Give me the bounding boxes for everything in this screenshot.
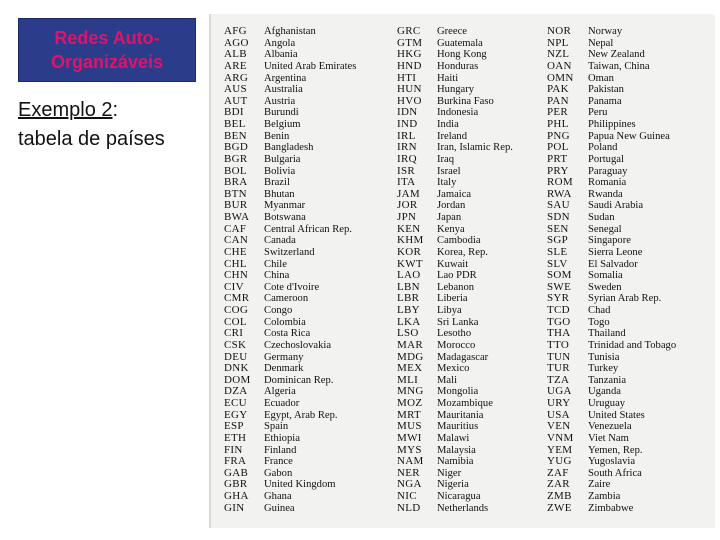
country-code: KWT bbox=[397, 257, 423, 270]
country-name: Congo bbox=[264, 305, 293, 316]
country-code: CHN bbox=[224, 269, 249, 282]
country-code: ECU bbox=[224, 397, 247, 409]
country-name: United Arab Emirates bbox=[264, 60, 357, 72]
country-code: ZMB bbox=[547, 490, 572, 502]
country-code: HTI bbox=[397, 71, 417, 84]
country-name: Sri Lanka bbox=[437, 316, 479, 328]
country-code: NAM bbox=[397, 455, 424, 468]
country-name: Brazil bbox=[264, 177, 290, 189]
country-code: SEN bbox=[547, 222, 569, 235]
country-name: Zaire bbox=[588, 479, 611, 491]
country-name: Tunisia bbox=[588, 351, 620, 363]
country-code: PHL bbox=[547, 118, 569, 130]
country-name: Angola bbox=[264, 37, 296, 49]
country-code: BWA bbox=[224, 211, 250, 223]
country-name: Iraq bbox=[437, 153, 455, 165]
country-code: CRI bbox=[224, 327, 244, 340]
country-code: AFG bbox=[224, 25, 247, 37]
country-name: Egypt, Arab Rep. bbox=[264, 409, 338, 421]
country-name: Norway bbox=[588, 26, 623, 37]
title-line-1: Redes Auto- bbox=[54, 28, 160, 48]
country-name: Venezuela bbox=[588, 421, 632, 433]
country-name: Indonesia bbox=[437, 107, 479, 119]
country-code: COL bbox=[224, 315, 247, 328]
country-code: TCD bbox=[547, 304, 570, 316]
country-name: Senegal bbox=[588, 223, 622, 235]
country-code: IDN bbox=[397, 106, 418, 119]
country-code: MOZ bbox=[397, 397, 423, 409]
country-code: MWI bbox=[397, 431, 422, 444]
country-code: SAU bbox=[547, 199, 570, 212]
country-name: Bulgaria bbox=[264, 153, 301, 165]
country-code: SLV bbox=[547, 257, 568, 270]
country-code: HUN bbox=[397, 83, 422, 96]
country-code: JOR bbox=[397, 199, 418, 212]
country-code: EGY bbox=[224, 408, 248, 421]
country-code: DNK bbox=[224, 362, 249, 375]
country-name: Malawi bbox=[437, 432, 470, 444]
title-line-2: Organizáveis bbox=[50, 52, 164, 72]
country-name: Mongolia bbox=[437, 386, 479, 398]
country-code: CHL bbox=[224, 257, 247, 270]
country-name: Libya bbox=[437, 305, 462, 316]
country-name: Albania bbox=[264, 49, 298, 61]
country-name: Benin bbox=[264, 130, 290, 142]
country-name: Malaysia bbox=[437, 444, 476, 456]
country-name: Tanzania bbox=[588, 374, 627, 386]
country-name: Lebanon bbox=[437, 281, 475, 293]
names-column-2 bbox=[437, 26, 513, 514]
codes-column-2 bbox=[397, 26, 424, 514]
country-name: Portugal bbox=[588, 153, 624, 165]
country-code: ETH bbox=[224, 431, 247, 444]
country-code: AUS bbox=[224, 83, 247, 96]
country-name: Kuwait bbox=[437, 258, 469, 270]
country-name: Japan bbox=[437, 212, 462, 223]
country-name: Germany bbox=[264, 351, 304, 363]
country-name: Canada bbox=[264, 235, 296, 247]
country-code: GAB bbox=[224, 466, 249, 479]
country-code: NLD bbox=[397, 501, 421, 514]
country-name: Philippines bbox=[588, 119, 636, 130]
country-code: ZAF bbox=[547, 466, 569, 479]
country-code: LKA bbox=[397, 315, 421, 328]
country-name: Syrian Arab Rep. bbox=[588, 293, 662, 305]
country-name: Panama bbox=[588, 95, 622, 107]
country-code: PER bbox=[547, 106, 569, 119]
country-code: YEM bbox=[547, 443, 573, 456]
country-name: Hungary bbox=[437, 84, 475, 96]
country-name: Togo bbox=[588, 316, 610, 328]
country-code: IRN bbox=[397, 141, 417, 154]
country-name: Zimbabwe bbox=[588, 502, 634, 514]
country-code: HVO bbox=[397, 94, 422, 107]
country-code: ZWE bbox=[547, 501, 572, 514]
country-code: YUG bbox=[547, 455, 572, 468]
country-code: BGD bbox=[224, 141, 249, 154]
country-name: Israel bbox=[437, 165, 461, 177]
example-label: Exemplo 2 bbox=[18, 99, 113, 121]
country-code: CHE bbox=[224, 245, 247, 258]
country-code: NPL bbox=[547, 36, 569, 49]
country-name: Thailand bbox=[588, 328, 626, 340]
country-code: SDN bbox=[547, 211, 570, 223]
country-name: Botswana bbox=[264, 212, 306, 223]
country-name: South Africa bbox=[588, 467, 642, 479]
country-code: KOR bbox=[397, 245, 422, 258]
country-code: TTO bbox=[547, 338, 570, 351]
country-name: Korea, Rep. bbox=[437, 246, 488, 258]
country-name: Yemen, Rep. bbox=[588, 444, 643, 456]
country-code: HKG bbox=[397, 48, 422, 61]
country-code: ISR bbox=[397, 164, 416, 177]
country-name: Somalia bbox=[588, 270, 623, 282]
country-code: CAF bbox=[224, 222, 247, 235]
country-code: ALB bbox=[224, 48, 247, 61]
country-code: BOL bbox=[224, 164, 247, 177]
country-name: Zambia bbox=[588, 491, 621, 502]
country-name: Gabon bbox=[264, 467, 293, 479]
country-name: Australia bbox=[264, 84, 303, 96]
country-name: Algeria bbox=[264, 386, 296, 398]
country-code: UGA bbox=[547, 385, 572, 398]
country-code: NGA bbox=[397, 478, 422, 491]
country-code: TZA bbox=[547, 373, 570, 386]
country-code: NZL bbox=[547, 48, 570, 61]
country-code: MDG bbox=[397, 350, 424, 363]
country-code: SOM bbox=[547, 269, 572, 282]
country-code: MAR bbox=[397, 338, 423, 351]
country-code: GBR bbox=[224, 478, 248, 491]
country-code: LSO bbox=[397, 327, 419, 340]
country-code: MRT bbox=[397, 408, 422, 421]
country-name: Nigeria bbox=[437, 479, 469, 491]
country-name: Saudi Arabia bbox=[588, 200, 644, 212]
country-name: Burundi bbox=[264, 107, 299, 119]
country-code: LBN bbox=[397, 280, 420, 293]
country-name: Kenya bbox=[437, 223, 465, 235]
country-code: BEL bbox=[224, 118, 246, 130]
country-code: IRQ bbox=[397, 152, 417, 165]
country-code: URY bbox=[547, 397, 571, 409]
country-name: China bbox=[264, 270, 290, 282]
country-code: BGR bbox=[224, 152, 248, 165]
country-code: ARG bbox=[224, 71, 249, 84]
country-name: India bbox=[437, 119, 459, 130]
country-name: Morocco bbox=[437, 339, 476, 351]
country-name: Finland bbox=[264, 444, 297, 456]
country-code: THA bbox=[547, 327, 571, 340]
country-name: Niger bbox=[437, 467, 462, 479]
country-name: Mexico bbox=[437, 363, 470, 375]
subtitle-text: tabela de países bbox=[18, 128, 165, 150]
country-code: RWA bbox=[547, 187, 572, 200]
country-name: Netherlands bbox=[437, 502, 489, 514]
country-code: AUT bbox=[224, 94, 248, 107]
country-name: Nepal bbox=[588, 37, 614, 49]
country-name: Sierra Leone bbox=[588, 246, 643, 258]
country-name: Oman bbox=[588, 72, 614, 84]
country-code: MUS bbox=[397, 420, 422, 433]
country-code: PRT bbox=[547, 152, 568, 165]
example-colon: : bbox=[112, 99, 119, 121]
country-name: Chile bbox=[264, 258, 287, 270]
country-name: Cameroon bbox=[264, 293, 309, 305]
country-code: CSK bbox=[224, 338, 247, 351]
country-name: Italy bbox=[437, 177, 457, 189]
country-code: TGO bbox=[547, 315, 571, 328]
country-name: Jordan bbox=[437, 200, 466, 212]
country-code: IRL bbox=[397, 129, 416, 142]
country-name: Turkey bbox=[588, 363, 619, 375]
country-name: United Kingdom bbox=[264, 479, 336, 491]
country-code: LBY bbox=[397, 304, 420, 316]
country-name: Iran, Islamic Rep. bbox=[437, 142, 513, 154]
country-name: Argentina bbox=[264, 72, 307, 84]
country-code: PRY bbox=[547, 164, 569, 177]
country-name: Switzerland bbox=[264, 246, 315, 258]
country-code: SYR bbox=[547, 292, 570, 305]
country-name: New Zealand bbox=[588, 49, 645, 61]
country-code: GTM bbox=[397, 36, 423, 49]
country-code: FIN bbox=[224, 443, 243, 456]
country-name: United States bbox=[588, 409, 645, 421]
slide-subtitle bbox=[18, 96, 165, 154]
country-name: Haiti bbox=[437, 72, 459, 84]
country-name: Madagascar bbox=[437, 351, 489, 363]
country-name: Rwanda bbox=[588, 188, 623, 200]
country-name: Central African Rep. bbox=[264, 223, 352, 235]
country-code: DOM bbox=[224, 373, 251, 386]
country-code: ROM bbox=[547, 176, 573, 189]
country-name: El Salvador bbox=[588, 258, 638, 270]
country-code: CAN bbox=[224, 234, 249, 247]
country-name: Nicaragua bbox=[437, 491, 481, 502]
country-name: Belgium bbox=[264, 119, 301, 130]
country-name: Lesotho bbox=[437, 328, 472, 340]
country-name: Greece bbox=[437, 26, 467, 37]
country-code: KEN bbox=[397, 222, 421, 235]
country-name: Romania bbox=[588, 177, 627, 189]
country-name: Viet Nam bbox=[588, 432, 629, 444]
country-name: Cote d'Ivoire bbox=[264, 281, 320, 293]
country-code: BDI bbox=[224, 106, 244, 119]
country-name: Guatemala bbox=[437, 37, 483, 49]
country-name: Uganda bbox=[588, 386, 621, 398]
country-code: ITA bbox=[397, 176, 416, 189]
country-name: Spain bbox=[264, 421, 289, 433]
country-code: MNG bbox=[397, 385, 424, 398]
country-code: PAK bbox=[547, 83, 569, 96]
country-name: Dominican Rep. bbox=[264, 374, 334, 386]
country-code: OAN bbox=[547, 59, 572, 72]
country-name: Chad bbox=[588, 305, 611, 316]
country-code: FRA bbox=[224, 455, 247, 468]
country-code: SWE bbox=[547, 280, 572, 293]
country-name: Ethiopia bbox=[264, 432, 300, 444]
country-name: Mozambique bbox=[437, 398, 493, 409]
country-code: ARE bbox=[224, 59, 247, 72]
country-code: VEN bbox=[547, 420, 571, 433]
country-name: Cambodia bbox=[437, 235, 481, 247]
codes-column-1 bbox=[224, 26, 251, 514]
country-code: BEN bbox=[224, 129, 247, 142]
country-code: ZAR bbox=[547, 478, 570, 491]
country-name: Jamaica bbox=[437, 188, 472, 200]
country-name: Mauritania bbox=[437, 409, 484, 421]
country-code: GHA bbox=[224, 490, 249, 502]
country-code: BRA bbox=[224, 176, 248, 189]
country-name: Colombia bbox=[264, 316, 306, 328]
country-name: Guinea bbox=[264, 502, 295, 514]
country-code: TUR bbox=[547, 362, 570, 375]
country-name: Ghana bbox=[264, 491, 292, 502]
country-code: NIC bbox=[397, 490, 417, 502]
country-code: KHM bbox=[397, 234, 424, 247]
country-name: France bbox=[264, 456, 293, 468]
country-code: MYS bbox=[397, 443, 422, 456]
country-name: Honduras bbox=[437, 60, 479, 72]
country-name: Bangladesh bbox=[264, 142, 314, 154]
country-name: Paraguay bbox=[588, 165, 628, 177]
country-code: AGO bbox=[224, 36, 249, 49]
country-code: TUN bbox=[547, 350, 571, 363]
country-name: Afghanistan bbox=[264, 26, 316, 37]
country-code: CMR bbox=[224, 292, 250, 305]
country-code: BTN bbox=[224, 187, 247, 200]
country-code: SLE bbox=[547, 245, 568, 258]
country-code: PAN bbox=[547, 94, 569, 107]
country-name: Bhutan bbox=[264, 188, 295, 200]
country-code: DEU bbox=[224, 350, 248, 363]
title-box bbox=[18, 18, 196, 82]
country-name: Uruguay bbox=[588, 398, 626, 409]
country-code: GRC bbox=[397, 25, 421, 37]
country-code: SGP bbox=[547, 234, 569, 247]
country-name: Mauritius bbox=[437, 421, 479, 433]
country-code: LAO bbox=[397, 269, 421, 282]
country-table-scan bbox=[209, 14, 715, 528]
country-code: NER bbox=[397, 466, 420, 479]
country-code: BUR bbox=[224, 199, 248, 212]
country-name: Czechoslovakia bbox=[264, 339, 332, 351]
country-name: Singapore bbox=[588, 235, 631, 247]
names-column-1 bbox=[264, 26, 356, 514]
country-name: Lao PDR bbox=[437, 270, 477, 282]
country-name: Liberia bbox=[437, 293, 468, 305]
country-code: NOR bbox=[547, 25, 572, 37]
codes-column-3 bbox=[547, 26, 574, 514]
country-name: Trinidad and Tobago bbox=[588, 339, 677, 351]
country-name: Mali bbox=[437, 374, 458, 386]
country-code: JPN bbox=[397, 211, 417, 223]
country-name: Poland bbox=[588, 142, 618, 154]
country-code: ESP bbox=[224, 420, 244, 433]
country-code: VNM bbox=[547, 431, 574, 444]
names-column-3 bbox=[588, 26, 676, 514]
country-name: Sudan bbox=[588, 212, 615, 223]
country-name: Ecuador bbox=[264, 398, 300, 409]
country-name: Austria bbox=[264, 95, 296, 107]
country-code: COG bbox=[224, 304, 249, 316]
country-name: Pakistan bbox=[588, 84, 624, 96]
country-name: Myanmar bbox=[264, 200, 306, 212]
country-code: PNG bbox=[547, 129, 570, 142]
country-name: Denmark bbox=[264, 363, 304, 375]
country-code: OMN bbox=[547, 71, 574, 84]
country-name: Yugoslavia bbox=[588, 456, 636, 468]
country-code: MEX bbox=[397, 362, 423, 375]
country-code: GIN bbox=[224, 501, 245, 514]
country-name: Namibia bbox=[437, 456, 474, 468]
country-code: HND bbox=[397, 59, 422, 72]
country-name: Taiwan, China bbox=[588, 60, 650, 72]
country-code: MLI bbox=[397, 373, 419, 386]
country-name: Hong Kong bbox=[437, 49, 487, 61]
country-name: Peru bbox=[588, 107, 608, 119]
country-code: USA bbox=[547, 408, 570, 421]
country-name: Costa Rica bbox=[264, 328, 311, 340]
country-name: Sweden bbox=[588, 281, 622, 293]
country-code: JAM bbox=[397, 187, 420, 200]
country-code: CIV bbox=[224, 280, 244, 293]
country-code: DZA bbox=[224, 385, 248, 398]
country-code: POL bbox=[547, 141, 569, 154]
country-name: Papua New Guinea bbox=[588, 130, 670, 142]
country-name: Ireland bbox=[437, 130, 467, 142]
country-name: Burkina Faso bbox=[437, 95, 494, 107]
country-code: LBR bbox=[397, 292, 420, 305]
country-code: IND bbox=[397, 118, 418, 130]
country-name: Bolivia bbox=[264, 165, 296, 177]
